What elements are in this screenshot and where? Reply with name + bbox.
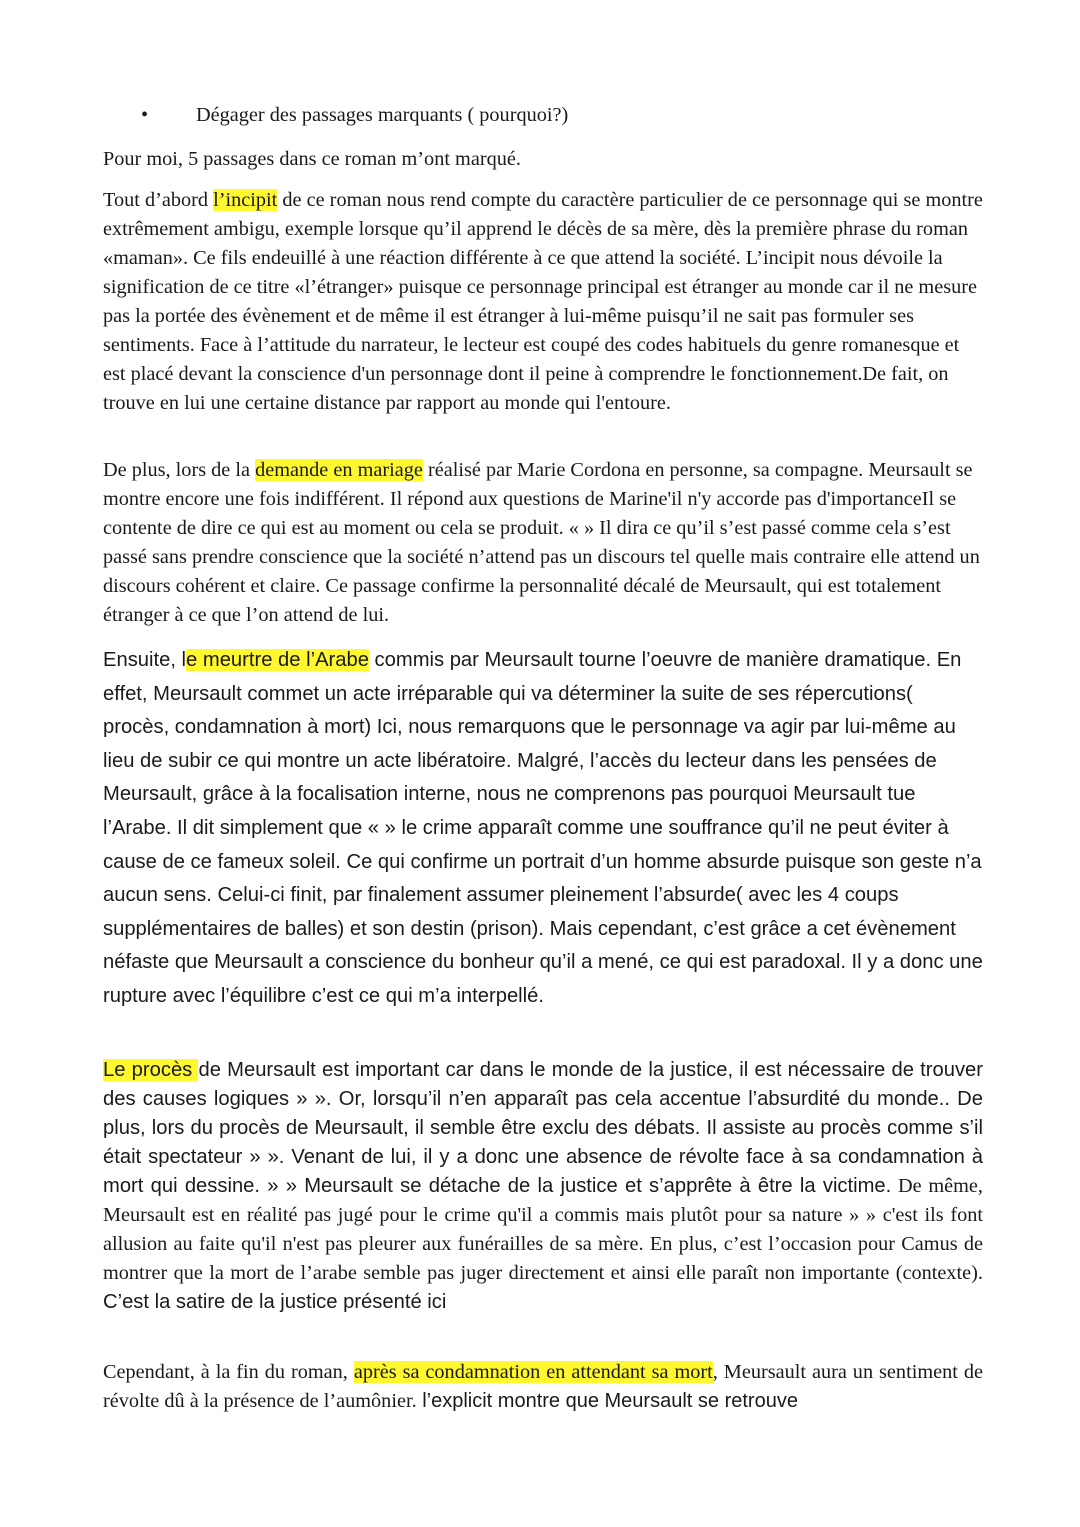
paragraph-fin [103,1358,983,1416]
paragraph-mariage [103,456,983,630]
paragraph-meurtre [103,644,983,1014]
p4-sans-part: de Meursault est important car dans le monde de la justice, il est nécessaire de trouver des causes logiques » ». Or, lorsqu’il n’en apparaît pas cela accentue l’absurdité du monde.. De plus, lors du procès de Meursault, il semble être exclu des débats. Il assiste au procès comme s’il était spectateur » ». Venant de lui, il y a donc une absence de révolte face à sa condamnation à mort qui dessine. » » Meursault se détache de la justice et s’apprête à être la victime. [103,1059,983,1197]
p1-lead: Tout d’abord [103,189,214,211]
highlight-condamnation: après sa condamnation en attendant sa mort [353,1361,713,1383]
p4-tail: C’est la satire de la justice présenté ici [103,1291,447,1313]
p4-serif-part: De même, Meursault est en réalité pas jugé pour le crime qu'il a commis mais plutôt pour sa nature » » c'est ils font allusion au faite qu'il n'est pas pleurer aux funérailles de sa mère. En plus, c’est l’occasion pour Camus de montrer que la mort de l’arabe semble pas juger directement et ainsi elle paraît non importante (contexte). [103,1175,983,1284]
highlight-proces: Le procès [103,1059,199,1081]
highlight-mariage: demande en mariage [255,459,423,481]
bullet-text: Dégager des passages marquants ( pourquoi?) [196,104,569,126]
p5-rest: , Meursault aura un sentiment de révolte dû à la présence de l’aumônier. [103,1361,983,1412]
p3-lead: Ensuite, l [103,649,187,671]
p1-rest: de ce roman nous rend compte du caractère particulier de ce personnage qui se montre extrêmement ambigu, exemple lorsque qu’il apprend le décès de sa mère, dès la première phrase du roman «maman». Ce fils endeuillé à une réaction différente à ce que attend la société. L’incipit nous dévoile la signification de ce titre «l’étranger» puisque ce personnage principal est étranger au monde car il ne mesure pas la portée des évènement et de même il est étranger à lui-même puisqu’il ne sait pas formuler ses sentiments. Face à l’attitude du narrateur, le lecteur est coupé des codes habituels du genre romanesque et est placé devant la conscience d'un personnage dont il peine à comprendre le fonctionnement.De fait, on trouve en lui une certaine distance par rapport au monde qui l'entoure. [103,189,983,414]
p5-lead: Cependant, à la fin du roman, [103,1361,354,1383]
bullet-icon: • [141,104,149,126]
highlight-meurtre: e meurtre de l’Arabe [186,649,369,671]
p2-rest: réalisé par Marie Cordona en personne, sa compagne. Meursault se montre encore une fois indifférent. Il répond aux questions de Marine'il n'y accorde pas d'importanceIl se contente de dire ce qui est au moment ou cela se produit. « » Il dira ce qu’il s’est passé comme cela s’est passé sans prendre conscience que la société n’attend pas un discours tel quelle mais contraire elle attend un discours cohérent et claire. Ce passage confirme la personnalité décalé de Meursault, qui est totalement étranger à ce que l’on attend de lui. [103,459,980,626]
p5-sans-tail: l’explicit montre que Meursault se retrouve [416,1390,798,1412]
paragraph-proces [103,1056,983,1317]
intro-paragraph: Pour moi, 5 passages dans ce roman m’ont marqué. [103,148,521,170]
highlight-incipit: l’incipit [213,189,278,211]
p3-rest: commis par Meursault tourne l’oeuvre de manière dramatique. En effet, Meursault commet un acte irréparable qui va déterminer la suite de ses répercutions( procès, condamnation à mort) Ici, nous remarquons que le personnage va agir par lui-même au lieu de subir ce qui montre un acte libératoire. Malgré, l’accès du lecteur dans les pensées de Meursault, grâce à la focalisation interne, nous ne comprenons pas pourquoi Meursault tue l’Arabe. Il dit simplement que « » le crime apparaît comme une souffrance qu’il ne peut éviter à cause de ce fameux soleil. Ce qui confirme un portrait d’un homme absurde puisque son geste n’a aucun sens. Celui-ci finit, par finalement assumer pleinement l’absurde( avec les 4 coups supplémentaires de balles) et son destin (prison). Mais cependant, c’est grâce a cet évènement néfaste que Meursault a conscience du bonheur qu’il a mené, ce qui est paradoxal. Il y a donc une rupture avec l’équilibre c’est ce qui m’a interpellé. [103,649,983,1007]
p2-lead: De plus, lors de la [103,459,256,481]
paragraph-incipit [103,186,983,418]
